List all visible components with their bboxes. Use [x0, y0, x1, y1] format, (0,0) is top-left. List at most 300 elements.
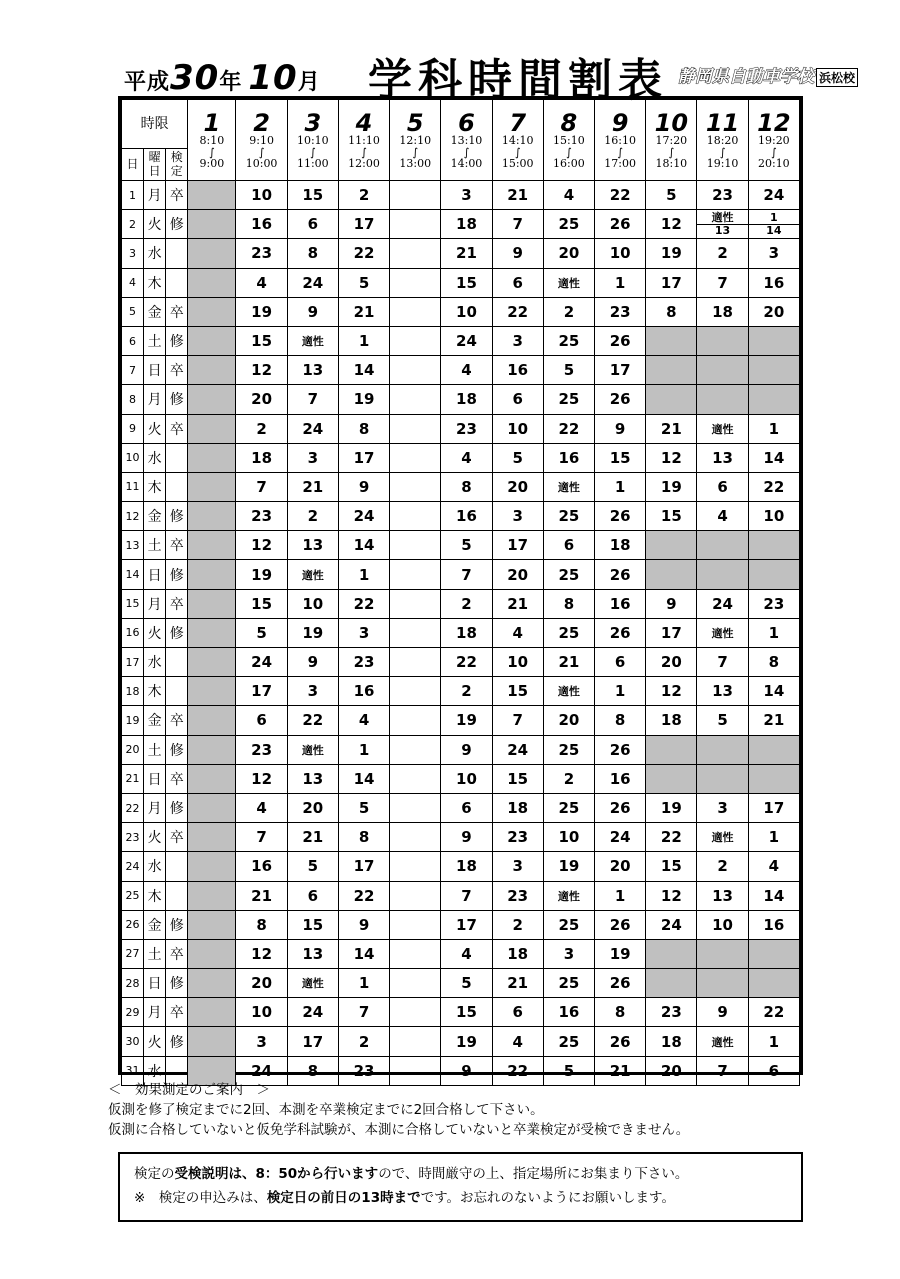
day-cell: 26 [122, 910, 144, 939]
kentei-cell: 修 [166, 1027, 188, 1056]
lesson-cell: 22 [492, 297, 543, 326]
kentei-cell: 卒 [166, 297, 188, 326]
lesson-cell: 7 [236, 823, 287, 852]
day-cell: 5 [122, 297, 144, 326]
lesson-cell [748, 326, 799, 355]
tilde-icon: ∫ [361, 145, 367, 159]
lesson-cell: 12 [646, 881, 697, 910]
lesson-cell: 10 [492, 414, 543, 443]
lesson-cell: 1 [338, 735, 389, 764]
lesson-cell: 1 [595, 677, 646, 706]
lesson-cell [697, 764, 748, 793]
lesson-cell [390, 706, 441, 735]
lesson-cell [188, 852, 236, 881]
lesson-cell: 6 [543, 531, 594, 560]
lesson-cell [188, 326, 236, 355]
lesson-cell: 22 [338, 589, 389, 618]
lesson-cell: 2 [338, 1027, 389, 1056]
kentei-cell: 卒 [166, 531, 188, 560]
timetable [118, 96, 803, 1080]
lesson-cell: 適性 [697, 823, 748, 852]
lesson-cell [188, 910, 236, 939]
period-start: 17:20 [655, 133, 688, 147]
table-row [122, 181, 800, 210]
lesson-cell: 3 [236, 1027, 287, 1056]
lesson-cell: 3 [492, 326, 543, 355]
lesson-cell: 19 [595, 939, 646, 968]
notice-text: です。お忘れのないようにお願いします。 [420, 1190, 675, 1206]
lesson-cell: 5 [441, 531, 492, 560]
lesson-cell: 6 [492, 385, 543, 414]
lesson-cell: 21 [748, 706, 799, 735]
lesson-cell: 25 [543, 385, 594, 414]
lesson-cell: 22 [338, 239, 389, 268]
table-row [122, 618, 800, 647]
school-name [678, 62, 858, 87]
lesson-cell: 20 [236, 969, 287, 998]
lesson-cell [646, 969, 697, 998]
lesson-cell: 26 [595, 618, 646, 647]
lesson-cell: 21 [287, 823, 338, 852]
table-row [122, 297, 800, 326]
notes-section [108, 1080, 689, 1140]
lesson-cell: 17 [338, 443, 389, 472]
lesson-cell: 19 [236, 297, 287, 326]
lesson-cell: 17 [646, 268, 697, 297]
lesson-cell: 18 [441, 618, 492, 647]
lesson-cell [390, 793, 441, 822]
lesson-cell [188, 998, 236, 1027]
lesson-cell [390, 677, 441, 706]
lesson-cell [697, 969, 748, 998]
day-cell: 9 [122, 414, 144, 443]
lesson-cell [188, 414, 236, 443]
lesson-cell: 16 [441, 502, 492, 531]
lesson-cell: 20 [646, 648, 697, 677]
table-row [122, 356, 800, 385]
table-row [122, 852, 800, 881]
lesson-cell: 8 [595, 998, 646, 1027]
lesson-cell: 10 [441, 297, 492, 326]
weekday-cell: 月 [144, 998, 166, 1027]
weekday-cell: 水 [144, 443, 166, 472]
table-row [122, 677, 800, 706]
kentei-cell [166, 648, 188, 677]
lesson-cell: 3 [338, 618, 389, 647]
period-start: 11:10 [348, 133, 380, 147]
weekday-cell: 土 [144, 326, 166, 355]
lesson-cell: 7 [441, 881, 492, 910]
col-weekday-label: 曜日 [144, 149, 166, 180]
year-value: 30 [170, 58, 220, 98]
lesson-cell [646, 939, 697, 968]
lesson-cell: 15 [236, 326, 287, 355]
lesson-cell: 25 [543, 502, 594, 531]
lesson-cell: 26 [595, 560, 646, 589]
lesson-cell [188, 881, 236, 910]
day-cell: 3 [122, 239, 144, 268]
lesson-cell: 16 [236, 852, 287, 881]
timetable-grid [121, 99, 800, 1086]
day-cell: 20 [122, 735, 144, 764]
lesson-cell [390, 589, 441, 618]
kentei-cell [166, 852, 188, 881]
lesson-cell [390, 648, 441, 677]
weekday-cell: 金 [144, 706, 166, 735]
period-end: 16:00 [553, 156, 585, 170]
lesson-cell: 7 [697, 1056, 748, 1085]
lesson-cell: 23 [748, 589, 799, 618]
year-month [124, 58, 321, 98]
lesson-cell [697, 326, 748, 355]
period-header-9 [595, 100, 646, 181]
lesson-cell: 9 [338, 910, 389, 939]
weekday-cell: 日 [144, 560, 166, 589]
lesson-cell: 21 [646, 414, 697, 443]
lesson-cell: 4 [236, 268, 287, 297]
lesson-cell [646, 735, 697, 764]
lesson-cell [697, 385, 748, 414]
day-cell: 13 [122, 531, 144, 560]
tilde-icon: ∫ [668, 145, 675, 159]
kentei-cell: 修 [166, 560, 188, 589]
lesson-cell: 3 [287, 677, 338, 706]
lesson-cell: 6 [595, 648, 646, 677]
kentei-cell: 修 [166, 910, 188, 939]
lesson-cell: 19 [646, 793, 697, 822]
lesson-cell: 適性 [287, 326, 338, 355]
period-header-11 [697, 100, 748, 181]
period-number: 9 [611, 108, 629, 137]
period-end: 17:00 [604, 156, 636, 170]
period-header-12 [748, 100, 799, 181]
lesson-cell: 24 [338, 502, 389, 531]
lesson-cell: 17 [338, 210, 389, 239]
lesson-cell [390, 531, 441, 560]
notes-line-2: 仮測に合格していないと仮免学科試験が、本測に合格していないと卒業検定が受検できません。 [108, 1122, 690, 1138]
lesson-cell: 13 [287, 764, 338, 793]
lesson-cell: 17 [338, 852, 389, 881]
lesson-cell: 15 [287, 910, 338, 939]
lesson-cell: 18 [236, 443, 287, 472]
weekday-cell: 木 [144, 677, 166, 706]
lesson-cell: 22 [748, 998, 799, 1027]
notice-emphasis: 受検説明は、8：50から行います [174, 1166, 379, 1182]
lesson-cell [188, 239, 236, 268]
notice-text: ので、時間厳守の上、指定場所にお集まり下さい。 [378, 1166, 689, 1182]
lesson-cell: 14 [748, 677, 799, 706]
lesson-cell: 21 [492, 969, 543, 998]
day-cell: 2 [122, 210, 144, 239]
lesson-cell: 7 [697, 648, 748, 677]
lesson-cell: 26 [595, 210, 646, 239]
kentei-cell: 卒 [166, 414, 188, 443]
period-start: 19:20 [757, 133, 790, 147]
lesson-cell: 10 [236, 181, 287, 210]
lesson-cell: 15 [646, 852, 697, 881]
period-number: 6 [458, 108, 475, 137]
period-header-8 [543, 100, 594, 181]
lesson-cell: 2 [236, 414, 287, 443]
lesson-cell: 25 [543, 910, 594, 939]
period-end: 10:00 [245, 156, 278, 170]
period-start: 12:10 [399, 133, 432, 147]
lesson-cell: 21 [236, 881, 287, 910]
kentei-cell [166, 881, 188, 910]
tilde-icon: ∫ [514, 145, 521, 159]
kentei-cell: 卒 [166, 589, 188, 618]
lesson-cell: 2 [492, 910, 543, 939]
table-row [122, 910, 800, 939]
lesson-cell: 8 [595, 706, 646, 735]
weekday-cell: 月 [144, 385, 166, 414]
table-row [122, 793, 800, 822]
lesson-cell: 17 [595, 356, 646, 385]
lesson-cell: 14 [338, 939, 389, 968]
notice-line-2 [134, 1186, 787, 1210]
lesson-cell: 18 [697, 297, 748, 326]
lesson-cell: 7 [287, 385, 338, 414]
lesson-cell [188, 939, 236, 968]
table-row [122, 326, 800, 355]
table-row [122, 969, 800, 998]
day-cell: 30 [122, 1027, 144, 1056]
period-number: 5 [406, 108, 424, 137]
lesson-cell [697, 735, 748, 764]
tilde-icon: ∫ [617, 145, 623, 159]
lesson-cell [748, 735, 799, 764]
lesson-cell: 16 [338, 677, 389, 706]
day-cell: 8 [122, 385, 144, 414]
lesson-cell: 24 [646, 910, 697, 939]
lesson-cell: 23 [236, 735, 287, 764]
lesson-cell [390, 472, 441, 501]
lesson-cell [390, 618, 441, 647]
lesson-cell: 15 [492, 764, 543, 793]
lesson-cell: 7 [236, 472, 287, 501]
lesson-cell: 15 [441, 998, 492, 1027]
period-end: 11:00 [296, 156, 329, 170]
table-row [122, 881, 800, 910]
lesson-cell: 20 [236, 385, 287, 414]
lesson-cell [390, 881, 441, 910]
lesson-cell: 10 [441, 764, 492, 793]
lesson-cell: 7 [492, 706, 543, 735]
lesson-cell [748, 560, 799, 589]
lesson-cell: 適性 [543, 472, 594, 501]
lesson-cell: 14 [338, 356, 389, 385]
lesson-cell: 適性 [697, 618, 748, 647]
lesson-cell: 1 [338, 560, 389, 589]
lesson-cell: 2 [338, 181, 389, 210]
lesson-cell: 23 [338, 648, 389, 677]
lesson-cell: 26 [595, 385, 646, 414]
lesson-cell: 6 [492, 998, 543, 1027]
lesson-cell: 5 [646, 181, 697, 210]
lesson-cell: 12 [236, 356, 287, 385]
day-cell: 12 [122, 502, 144, 531]
lesson-cell: 適性 [287, 560, 338, 589]
kentei-cell: 卒 [166, 823, 188, 852]
kentei-cell: 修 [166, 502, 188, 531]
day-cell: 1 [122, 181, 144, 210]
lesson-cell: 4 [441, 939, 492, 968]
lesson-cell [390, 385, 441, 414]
lesson-cell: 14 [748, 881, 799, 910]
lesson-cell [390, 239, 441, 268]
lesson-cell [188, 793, 236, 822]
lesson-cell: 1 [748, 618, 799, 647]
kentei-cell: 卒 [166, 764, 188, 793]
lesson-cell: 23 [236, 239, 287, 268]
table-row [122, 589, 800, 618]
weekday-cell: 日 [144, 969, 166, 998]
lesson-cell [390, 910, 441, 939]
table-row [122, 939, 800, 968]
lesson-cell [390, 502, 441, 531]
lesson-cell [188, 531, 236, 560]
period-end: 18:10 [655, 156, 688, 170]
lesson-cell: 9 [646, 589, 697, 618]
lesson-cell: 21 [338, 297, 389, 326]
weekday-cell: 土 [144, 939, 166, 968]
lesson-cell: 19 [441, 706, 492, 735]
lesson-cell [188, 181, 236, 210]
weekday-cell: 日 [144, 764, 166, 793]
lesson-cell [390, 998, 441, 1027]
lesson-cell: 20 [543, 239, 594, 268]
lesson-cell: 22 [748, 472, 799, 501]
day-cell: 24 [122, 852, 144, 881]
period-start: 14:10 [501, 133, 534, 147]
lesson-cell: 12 [236, 531, 287, 560]
table-row [122, 998, 800, 1027]
day-cell: 29 [122, 998, 144, 1027]
lesson-cell: 13 [697, 677, 748, 706]
lesson-cell [390, 823, 441, 852]
period-end: 12:00 [348, 156, 380, 170]
lesson-cell: 22 [441, 648, 492, 677]
lesson-cell: 22 [338, 881, 389, 910]
lesson-cell: 20 [543, 706, 594, 735]
lesson-cell: 16 [595, 589, 646, 618]
lesson-cell: 4 [492, 1027, 543, 1056]
lesson-cell: 適性 [543, 881, 594, 910]
lesson-cell [390, 969, 441, 998]
tilde-icon: ∫ [719, 145, 726, 159]
lesson-cell [390, 414, 441, 443]
kentei-cell [166, 472, 188, 501]
lesson-cell: 5 [441, 969, 492, 998]
table-row [122, 1027, 800, 1056]
lesson-cell: 3 [543, 939, 594, 968]
kentei-cell: 卒 [166, 181, 188, 210]
lesson-cell [748, 356, 799, 385]
lesson-cell: 1 [748, 414, 799, 443]
weekday-cell: 土 [144, 531, 166, 560]
day-cell: 19 [122, 706, 144, 735]
tilde-icon: ∫ [209, 145, 215, 159]
lesson-cell: 24 [441, 326, 492, 355]
period-end: 15:00 [501, 156, 534, 170]
lesson-cell: 8 [441, 472, 492, 501]
weekday-cell: 水 [144, 239, 166, 268]
lesson-cell [188, 356, 236, 385]
period-start: 15:10 [553, 133, 585, 147]
lesson-cell: 25 [543, 735, 594, 764]
era-label: 平成 [124, 70, 171, 95]
lesson-cell: 22 [646, 823, 697, 852]
kentei-cell: 修 [166, 969, 188, 998]
lesson-cell: 20 [748, 297, 799, 326]
lesson-cell [188, 385, 236, 414]
lesson-cell: 13 [697, 881, 748, 910]
lesson-cell: 6 [492, 268, 543, 297]
lesson-cell: 24 [492, 735, 543, 764]
lesson-cell [188, 560, 236, 589]
lesson-cell: 7 [492, 210, 543, 239]
notes-line-1: 仮測を修了検定までに2回、本測を卒業検定までに2回合格して下さい。 [108, 1102, 544, 1118]
lesson-cell: 10 [595, 239, 646, 268]
lesson-cell: 26 [595, 326, 646, 355]
header-left-block [122, 100, 188, 181]
lesson-cell: 21 [441, 239, 492, 268]
weekday-cell: 木 [144, 472, 166, 501]
kentei-cell: 修 [166, 618, 188, 647]
lesson-cell: 8 [287, 1056, 338, 1085]
lesson-cell [188, 297, 236, 326]
table-row [122, 472, 800, 501]
lesson-cell [390, 735, 441, 764]
tilde-icon: ∫ [412, 145, 419, 159]
lesson-cell: 3 [492, 852, 543, 881]
lesson-cell: 26 [595, 793, 646, 822]
table-row [122, 502, 800, 531]
period-end: 19:10 [706, 156, 739, 170]
lesson-cell: 18 [646, 706, 697, 735]
col-kentei-label: 検定 [170, 150, 183, 178]
kentei-cell: 卒 [166, 356, 188, 385]
lesson-cell: 8 [338, 823, 389, 852]
lesson-cell: 12 [646, 210, 697, 239]
lesson-cell: 24 [236, 648, 287, 677]
lesson-cell: 20 [646, 1056, 697, 1085]
lesson-cell: 1 [338, 326, 389, 355]
lesson-cell [188, 502, 236, 531]
lesson-cell: 19 [441, 1027, 492, 1056]
lesson-cell: 10 [697, 910, 748, 939]
lesson-cell [390, 297, 441, 326]
lesson-cell: 25 [543, 210, 594, 239]
lesson-cell: 適性 [287, 735, 338, 764]
day-cell: 11 [122, 472, 144, 501]
period-number: 8 [560, 108, 578, 137]
lesson-cell: 18 [492, 793, 543, 822]
weekday-cell: 金 [144, 297, 166, 326]
lesson-cell: 5 [543, 356, 594, 385]
lesson-cell [188, 648, 236, 677]
lesson-cell: 20 [595, 852, 646, 881]
lesson-cell [697, 210, 748, 239]
period-start: 18:20 [706, 133, 739, 147]
notice-emphasis: 検定日の前日の13時まで [266, 1190, 421, 1206]
lesson-cell: 12 [236, 939, 287, 968]
notice-text: ※ 検定の申込みは、 [134, 1190, 267, 1206]
lesson-cell: 4 [338, 706, 389, 735]
lesson-cell: 23 [441, 414, 492, 443]
tilde-icon: ∫ [770, 145, 777, 159]
weekday-cell: 月 [144, 589, 166, 618]
